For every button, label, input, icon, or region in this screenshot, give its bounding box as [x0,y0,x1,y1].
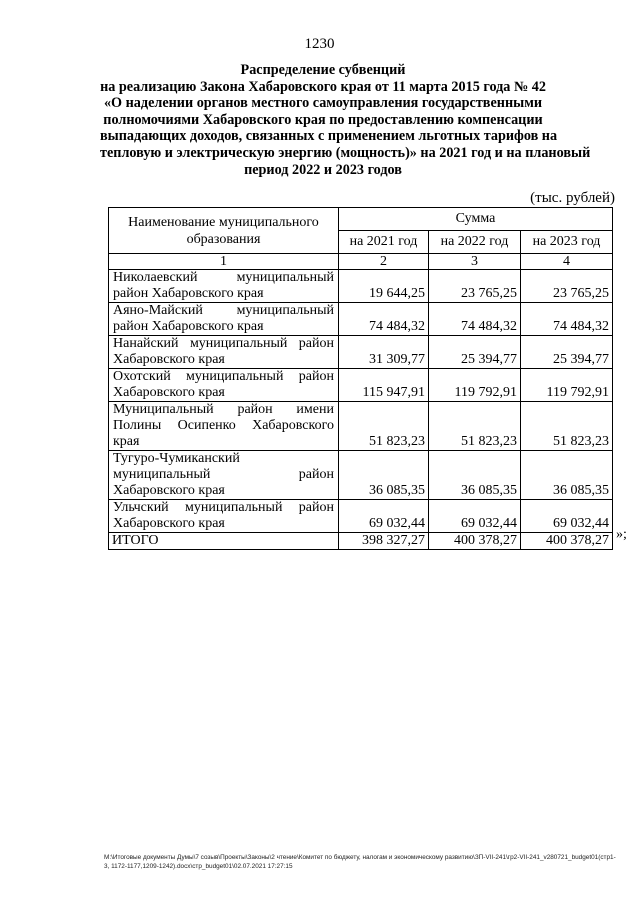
header-year-2023: на 2023 год [521,231,613,254]
units-label: (тыс. рублей) [530,190,615,206]
table-row [109,336,613,369]
header-year-2022: на 2022 год [429,231,521,254]
column-number-row [109,254,613,270]
value-2022: 69 032,44 [429,500,521,533]
closing-quote-mark: »; [616,527,627,542]
column-number: 3 [429,254,521,270]
value-2021: 19 644,25 [339,270,429,303]
title-line: полномочиями Хабаровского края по предоставлению компенсации [103,111,543,128]
title-line: «О наделении органов местного самоуправления государственными [103,95,543,112]
table-row [109,369,613,402]
table-row [109,303,613,336]
title-line: Распределение субвенций [240,62,406,78]
table-row [109,270,613,303]
value-2023: 23 765,25 [521,270,613,303]
value-2021: 36 085,35 [339,451,429,500]
municipality-name: Ульчский муниципальный район Хабаровского края [109,500,339,533]
total-2021: 398 327,27 [339,533,429,550]
value-2022: 51 823,23 [429,402,521,451]
column-number: 2 [339,254,429,270]
total-2023: 400 378,27 [521,533,613,550]
title-line: на реализацию Закона Хабаровского края от 11 марта 2015 года № 42 [100,78,546,95]
total-2022: 400 378,27 [429,533,521,550]
value-2023: 74 484,32 [521,303,613,336]
value-2023: 119 792,91 [521,369,613,402]
municipality-name: Тугуро-Чумиканский муниципальный район Хабаровского края [109,451,339,500]
value-2022: 25 394,77 [429,336,521,369]
value-2023: 36 085,35 [521,451,613,500]
title-line: тепловую и электрическую энергию (мощность)» на 2021 год и на плановый [100,144,591,161]
file-path-footer: M:\Итоговые документы Думы\7 созыв\Проекты\Законы\2 чтение\Комитет по бюджету, налогам и экономическому развитию\ЗП-VII-241\гр2-VII-241_v280721_budget01(стр1-3, 1172-1177,1209-1242).docx\стр_budget01\02.07.2021 17:27:15 [104,854,616,870]
municipality-name: Муниципальный район имени Полины Осипенко Хабаровского края [109,402,339,451]
value-2022: 36 085,35 [429,451,521,500]
value-2023: 69 032,44 [521,500,613,533]
municipality-name: Нанайский муниципальный район Хабаровского края [109,336,339,369]
header-sum: Сумма [339,208,613,231]
value-2022: 119 792,91 [429,369,521,402]
municipality-name: Охотский муниципальный район Хабаровского края [109,369,339,402]
page-number: 1230 [304,36,335,52]
value-2022: 23 765,25 [429,270,521,303]
header-year-2021: на 2021 год [339,231,429,254]
title-line: выпадающих доходов, связанных с применением льготных тарифов на [100,128,558,145]
value-2021: 51 823,23 [339,402,429,451]
table-row [109,402,613,451]
value-2022: 74 484,32 [429,303,521,336]
table-row [109,500,613,533]
table-row [109,451,613,500]
total-label: ИТОГО [109,533,339,550]
column-number: 1 [109,254,339,270]
title-line: период 2022 и 2023 годов [244,161,402,178]
document-title [100,62,591,178]
value-2023: 25 394,77 [521,336,613,369]
column-number: 4 [521,254,613,270]
subsidy-table [108,207,613,550]
value-2021: 115 947,91 [339,369,429,402]
municipality-name: Николаевский муниципальный район Хабаровского края [109,270,339,303]
value-2023: 51 823,23 [521,402,613,451]
value-2021: 31 309,77 [339,336,429,369]
header-municipality: Наименование муниципального образования [109,208,339,254]
value-2021: 74 484,32 [339,303,429,336]
municipality-name: Аяно-Майский муниципальный район Хабаровского края [109,303,339,336]
total-row [109,533,613,550]
table-header-row [109,208,613,231]
value-2021: 69 032,44 [339,500,429,533]
